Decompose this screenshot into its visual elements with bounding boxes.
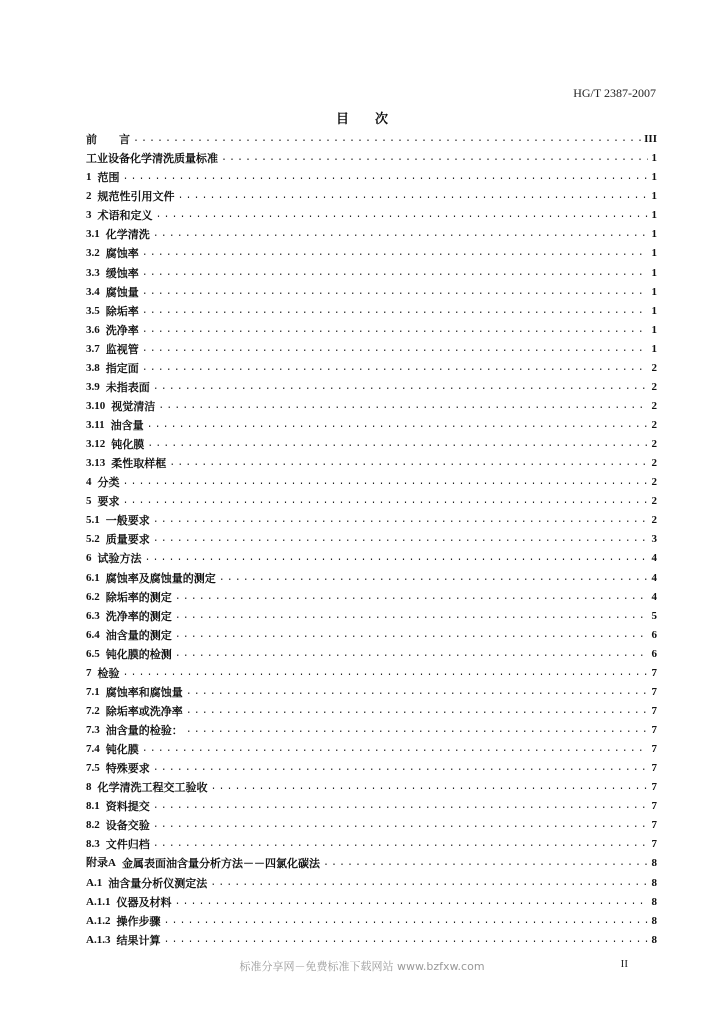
toc-entry[interactable] — [86, 432, 657, 451]
toc-leader-dots — [153, 838, 648, 851]
toc-entry-label: 仪器及材料 — [116, 895, 172, 909]
toc-entry-page: 2 — [651, 399, 657, 412]
toc-entry-label: 指定面 — [105, 361, 139, 375]
toc-leader-dots — [142, 247, 648, 260]
toc-entry-number: A.1.2 — [86, 914, 111, 927]
toc-leader-dots — [174, 896, 648, 909]
toc-entry-number: 3.13 — [86, 457, 106, 470]
toc-entry[interactable] — [86, 870, 657, 889]
toc-leader-dots — [323, 857, 648, 870]
toc-entry-label: 规范性引用文件 — [97, 190, 175, 204]
toc-entry-label: 腐蚀率及腐蚀量的测定 — [105, 571, 216, 585]
toc-entry[interactable] — [86, 222, 657, 241]
toc-entry-label: 洗净率 — [105, 323, 139, 337]
toc-entry-page: 7 — [651, 838, 657, 851]
toc-entry-page: 2 — [651, 419, 657, 431]
toc-entry-number: 3.6 — [86, 323, 100, 336]
toc-entry-number: 8.1 — [86, 800, 100, 813]
toc-entry-number: 7 — [86, 666, 92, 679]
toc-entry[interactable] — [86, 909, 657, 928]
toc-entry[interactable] — [86, 527, 657, 546]
toc-entry-label: 除垢率 — [105, 304, 139, 318]
toc-entry-label: 质量要求 — [105, 533, 150, 547]
toc-entry-page: 8 — [651, 857, 657, 870]
toc-entry-label: 油含量分析仪测定法 — [108, 876, 208, 890]
toc-entry-label: 油含量 — [110, 419, 144, 432]
toc-entry-number: 8.3 — [86, 838, 100, 851]
toc-entry-number: 3.9 — [86, 380, 100, 393]
toc-entry-number: 3.4 — [86, 285, 100, 298]
toc-entry[interactable] — [86, 680, 657, 699]
toc-entry[interactable] — [86, 546, 657, 565]
toc-entry-label: 监视管 — [105, 342, 139, 356]
toc-leader-dots — [147, 438, 648, 451]
toc-entry-label: 油含量的测定 — [105, 628, 172, 642]
toc-leader-dots — [175, 591, 648, 604]
toc-entry-number: 3.2 — [86, 247, 100, 260]
toc-entry[interactable] — [86, 165, 657, 184]
toc-entry-page: 1 — [651, 190, 657, 203]
toc-leader-dots — [163, 934, 648, 947]
toc-entry-label: 工业设备化学清洗质量标准 — [86, 152, 218, 166]
toc-entry-page: 2 — [651, 514, 657, 527]
toc-title: 目 次 — [335, 112, 388, 127]
toc-leader-dots — [221, 152, 648, 165]
toc-entry-page: 4 — [651, 590, 657, 603]
toc-leader-dots — [186, 686, 648, 699]
toc-entry-page: 7 — [651, 666, 657, 679]
toc-entry-number: 7.4 — [86, 743, 100, 756]
toc-entry-page: 7 — [651, 762, 657, 775]
footer-site-text: 标准分享网－免费标准下载网站 www.bzfxw.com — [239, 960, 485, 973]
toc-entry-label: 范围 — [97, 171, 120, 185]
toc-entry[interactable] — [86, 832, 657, 851]
toc-entry-label: 结果计算 — [116, 933, 161, 947]
toc-entry-number: A.1.3 — [86, 933, 111, 946]
toc-leader-dots — [169, 457, 648, 470]
toc-leader-dots — [153, 514, 648, 527]
toc-entry[interactable] — [86, 508, 657, 527]
toc-entry-page: 1 — [651, 209, 657, 222]
toc-entry-number: 6.2 — [86, 590, 100, 603]
toc-entry[interactable] — [86, 890, 657, 909]
toc-entry[interactable] — [86, 451, 657, 470]
toc-entry-label: 腐蚀量 — [105, 285, 139, 299]
toc-entry-number: 8 — [86, 781, 92, 794]
toc-leader-dots — [142, 343, 648, 356]
toc-entry[interactable] — [86, 318, 657, 337]
toc-leader-dots — [142, 286, 648, 299]
toc-entry-page: 2 — [651, 438, 657, 451]
toc-entry[interactable] — [86, 718, 657, 737]
toc-entry-number: A.1.1 — [86, 895, 111, 908]
toc-entry-number: 6.1 — [86, 571, 100, 584]
toc-entry-page: 8 — [651, 876, 657, 889]
toc-leader-dots — [123, 476, 649, 489]
toc-entry-label: 油含量的检验： — [105, 724, 183, 737]
toc-entry-page: 4 — [651, 552, 657, 565]
toc-entry[interactable] — [86, 280, 657, 299]
toc-entry[interactable] — [86, 737, 657, 756]
toc-entry-number: 3.1 — [86, 228, 100, 241]
toc-leader-dots — [153, 228, 648, 241]
toc-entry-page: 8 — [651, 933, 657, 946]
toc-leader-dots — [175, 610, 648, 623]
toc-entry-number: 6 — [86, 552, 92, 565]
toc-entry-label: 除垢率的测定 — [105, 590, 172, 604]
toc-entry-page: 1 — [651, 228, 657, 241]
toc-entry[interactable] — [86, 642, 657, 661]
toc-entry-label: 钝化膜 — [105, 743, 139, 757]
toc-entry[interactable] — [86, 489, 657, 508]
toc-entry[interactable] — [86, 470, 657, 489]
toc-entry-label: 前 言 — [86, 133, 130, 147]
toc-entry-label: 资料提交 — [105, 800, 150, 814]
toc-entry-number: 8.2 — [86, 819, 100, 832]
toc-entry[interactable] — [86, 851, 657, 870]
footer-page-number: II — [620, 958, 628, 970]
toc-entry[interactable] — [86, 127, 657, 146]
toc-entry-page: 1 — [651, 285, 657, 298]
toc-entry-label: 未指表面 — [105, 380, 150, 394]
toc-entry-label: 设备交验 — [105, 819, 150, 833]
toc-leader-dots — [175, 629, 648, 642]
toc-leader-dots — [123, 667, 649, 680]
toc-leader-dots — [153, 381, 648, 394]
toc-entry-page: 7 — [651, 743, 657, 756]
toc-entry[interactable] — [86, 337, 657, 356]
toc-entry-number: 1 — [86, 171, 92, 184]
toc-entry[interactable] — [86, 356, 657, 375]
table-of-contents — [86, 127, 657, 947]
toc-entry-page: 8 — [651, 914, 657, 927]
toc-entry-page: 7 — [651, 781, 657, 794]
toc-entry-number: 3.12 — [86, 438, 106, 451]
toc-entry[interactable] — [86, 928, 657, 947]
toc-entry-number: 3.3 — [86, 266, 100, 279]
toc-entry-page: 1 — [651, 342, 657, 355]
toc-entry[interactable] — [86, 585, 657, 604]
toc-entry-page: III — [644, 133, 657, 146]
toc-entry-label: 视觉清洁 — [111, 399, 156, 413]
toc-entry-page: 3 — [651, 533, 657, 546]
toc-leader-dots — [219, 572, 648, 585]
toc-entry-number: 7.1 — [86, 685, 100, 698]
toc-entry-number: 7.3 — [86, 724, 100, 736]
toc-leader-dots — [178, 190, 649, 203]
toc-entry-label: 除垢率或洗净率 — [105, 704, 183, 718]
document-code: HG/T 2387-2007 — [573, 86, 656, 100]
toc-entry-page: 1 — [651, 171, 657, 184]
toc-entry[interactable] — [86, 203, 657, 222]
toc-entry-page: 2 — [651, 476, 657, 489]
toc-leader-dots — [145, 552, 649, 565]
toc-entry-label: 腐蚀率和腐蚀量 — [105, 685, 183, 699]
toc-entry-number: 4 — [86, 476, 92, 489]
toc-entry-number: 2 — [86, 190, 92, 203]
toc-entry-number: 3.8 — [86, 361, 100, 374]
toc-entry-page: 2 — [651, 380, 657, 393]
toc-entry-label: 钝化膜的检测 — [105, 647, 172, 661]
toc-leader-dots — [142, 743, 648, 756]
toc-leader-dots — [186, 705, 648, 718]
toc-entry[interactable] — [86, 394, 657, 413]
toc-entry-label: 试验方法 — [97, 552, 142, 566]
toc-leader-dots — [147, 419, 648, 432]
toc-entry-page: 1 — [651, 266, 657, 279]
toc-entry-number: 6.3 — [86, 609, 100, 622]
toc-entry[interactable] — [86, 375, 657, 394]
toc-entry[interactable] — [86, 794, 657, 813]
toc-entry[interactable] — [86, 260, 657, 279]
toc-entry-number: 3 — [86, 209, 92, 222]
toc-leader-dots — [158, 400, 648, 413]
toc-entry-label: 操作步骤 — [116, 914, 161, 928]
toc-leader-dots — [142, 267, 648, 280]
toc-entry-number: A.1 — [86, 876, 103, 889]
toc-entry-page: 5 — [651, 609, 657, 622]
toc-entry[interactable] — [86, 699, 657, 718]
toc-leader-dots — [211, 781, 649, 794]
toc-entry[interactable] — [86, 413, 657, 432]
toc-leader-dots — [163, 915, 648, 928]
toc-entry-page: 7 — [651, 724, 657, 736]
toc-leader-dots — [142, 362, 648, 375]
toc-entry-label: 分类 — [97, 476, 120, 490]
toc-entry-label: 要求 — [97, 495, 120, 509]
toc-entry[interactable] — [86, 623, 657, 642]
toc-leader-dots — [123, 171, 649, 184]
toc-entry-page: 2 — [651, 457, 657, 470]
toc-leader-dots — [210, 877, 648, 890]
toc-entry-page: 6 — [651, 647, 657, 660]
toc-entry-page: 7 — [651, 800, 657, 813]
toc-entry-label: 钝化膜 — [111, 438, 145, 452]
toc-entry-page: 7 — [651, 685, 657, 698]
toc-entry-number: 3.7 — [86, 342, 100, 355]
toc-entry-label: 特殊要求 — [105, 762, 150, 776]
toc-entry[interactable] — [86, 146, 657, 165]
toc-leader-dots — [156, 209, 649, 222]
toc-entry[interactable] — [86, 184, 657, 203]
toc-entry-label: 缓蚀率 — [105, 266, 139, 280]
toc-entry-label: 金属表面油含量分析方法－－四氯化碳法 — [121, 857, 320, 871]
toc-leader-dots — [153, 819, 648, 832]
toc-entry-number: 5.2 — [86, 533, 100, 546]
toc-leader-dots — [123, 495, 649, 508]
toc-leader-dots — [142, 305, 648, 318]
toc-entry-number: 5.1 — [86, 514, 100, 527]
toc-entry-number: 6.5 — [86, 647, 100, 660]
toc-entry[interactable] — [86, 299, 657, 318]
toc-entry[interactable] — [86, 661, 657, 680]
toc-entry-number: 5 — [86, 495, 92, 508]
toc-entry[interactable] — [86, 756, 657, 775]
toc-leader-dots — [153, 800, 648, 813]
toc-entry-page: 6 — [651, 628, 657, 641]
toc-entry-label: 检验 — [97, 666, 120, 680]
toc-entry-label: 化学清洗 — [105, 228, 150, 242]
toc-leader-dots — [142, 324, 648, 337]
toc-entry-number: 3.11 — [86, 419, 105, 431]
toc-entry-page: 7 — [651, 819, 657, 832]
toc-entry-label: 腐蚀率 — [105, 247, 139, 261]
toc-entry-page: 8 — [651, 895, 657, 908]
toc-entry-page: 4 — [651, 571, 657, 584]
toc-entry-page: 2 — [651, 495, 657, 508]
toc-leader-dots — [133, 133, 641, 146]
toc-entry-label: 柔性取样框 — [111, 457, 167, 471]
toc-entry-label: 一般要求 — [105, 514, 150, 528]
toc-entry[interactable] — [86, 813, 657, 832]
toc-entry-number: 附录A — [86, 857, 116, 870]
toc-entry-page: 1 — [651, 304, 657, 317]
toc-entry-page: 1 — [651, 323, 657, 336]
toc-leader-dots — [186, 724, 648, 737]
toc-leader-dots — [175, 648, 648, 661]
toc-entry-number: 6.4 — [86, 628, 100, 641]
toc-entry-page: 7 — [651, 704, 657, 717]
toc-entry-label: 洗净率的测定 — [105, 609, 172, 623]
toc-entry-number: 7.2 — [86, 704, 100, 717]
toc-entry[interactable] — [86, 241, 657, 260]
toc-entry-label: 术语和定义 — [97, 209, 153, 223]
toc-entry-number: 3.5 — [86, 304, 100, 317]
toc-entry-number: 3.10 — [86, 399, 106, 412]
toc-entry-label: 文件归档 — [105, 838, 150, 852]
toc-entry-label: 化学清洗工程交工验收 — [97, 781, 208, 795]
toc-entry[interactable] — [86, 604, 657, 623]
toc-entry[interactable] — [86, 565, 657, 584]
toc-entry-page: 1 — [651, 152, 657, 165]
toc-entry-number: 7.5 — [86, 762, 100, 775]
toc-leader-dots — [153, 533, 648, 546]
toc-entry-page: 2 — [651, 361, 657, 374]
toc-entry-page: 1 — [651, 247, 657, 260]
toc-entry[interactable] — [86, 775, 657, 794]
toc-leader-dots — [153, 762, 648, 775]
